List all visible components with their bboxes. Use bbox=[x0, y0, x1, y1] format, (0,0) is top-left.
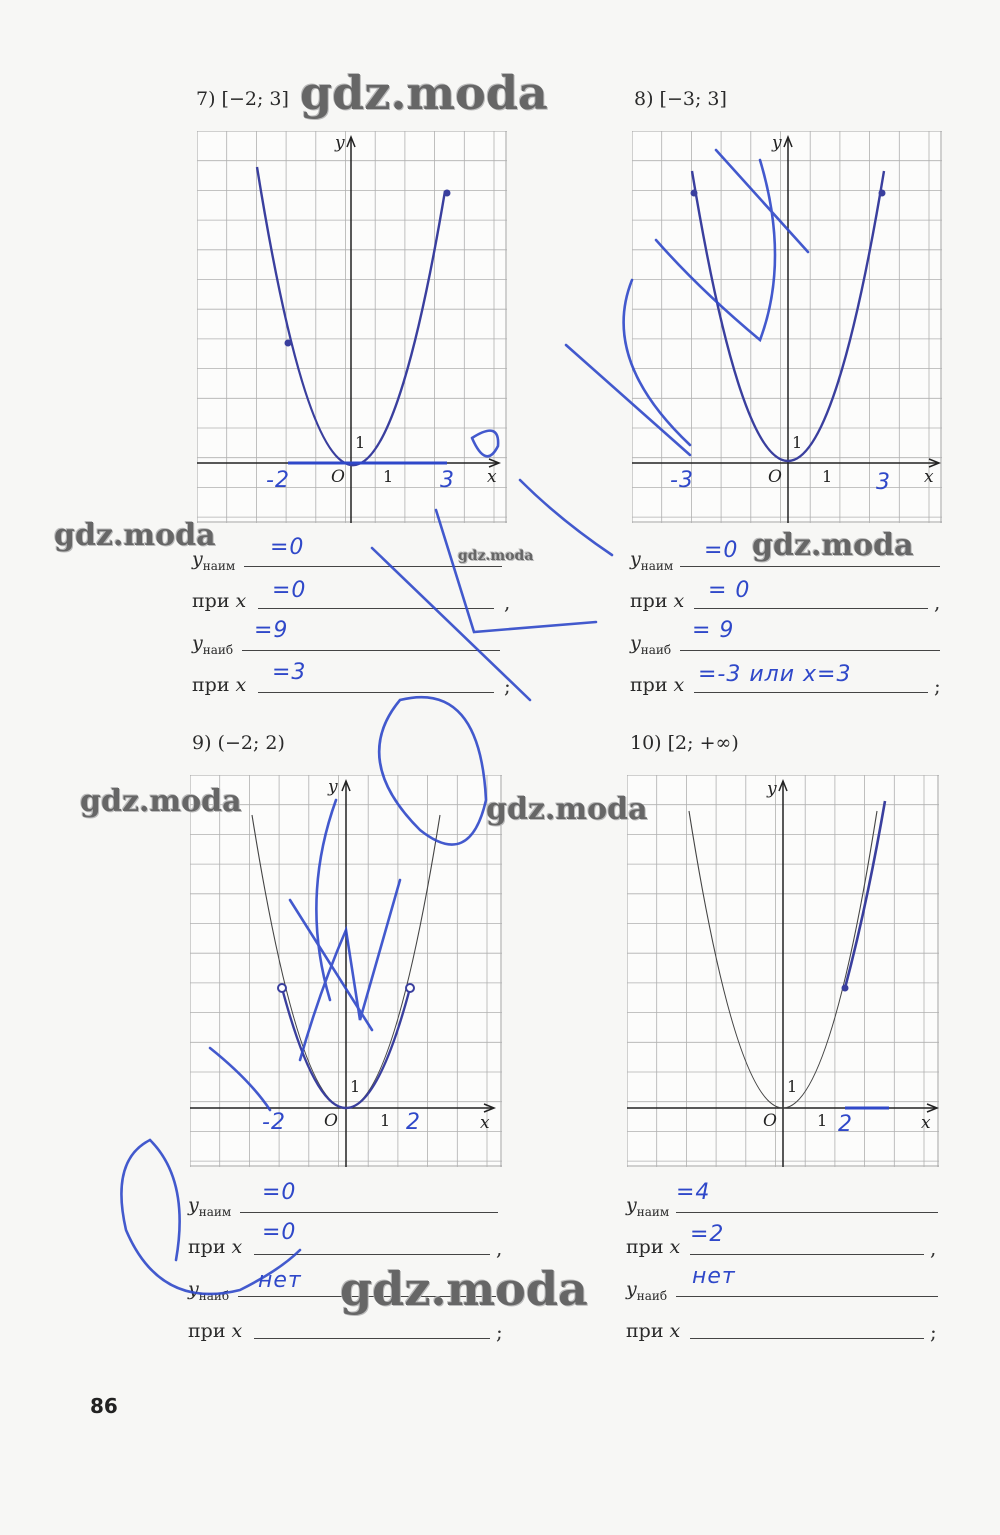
hand-xmax: =3 bbox=[272, 660, 307, 685]
axis-label-y: y bbox=[772, 133, 782, 153]
endpoint-dot bbox=[444, 190, 451, 197]
problem-10-title: 10) [2; +∞) bbox=[630, 732, 739, 754]
y-min-line bbox=[680, 566, 940, 567]
unit-label-y: 1 bbox=[787, 1077, 798, 1096]
unit-label-y: 1 bbox=[355, 433, 366, 452]
hand-tick-8-right: 3 bbox=[876, 470, 891, 495]
watermark: gdz.moda bbox=[458, 548, 534, 564]
comma: , bbox=[496, 1236, 503, 1260]
y-min-line bbox=[240, 1212, 498, 1213]
y-min-label: $y_{наим}$ bbox=[188, 1194, 232, 1219]
hand-xmin: = 0 bbox=[708, 578, 751, 603]
comma: , bbox=[930, 1236, 937, 1260]
hand-ymin: =0 bbox=[270, 535, 305, 560]
hand-xmin: =2 bbox=[690, 1222, 725, 1247]
watermark: gdz.moda bbox=[300, 66, 548, 120]
y-min-label: $y_{наим}$ bbox=[192, 548, 236, 573]
axis-label-x: x bbox=[924, 467, 934, 487]
x-min-line bbox=[254, 1254, 490, 1255]
unit-label-x: 1 bbox=[380, 1111, 391, 1130]
hand-tick-9-left: -2 bbox=[262, 1110, 286, 1135]
pri-label: при x bbox=[192, 674, 247, 696]
endpoint-dot bbox=[285, 340, 292, 347]
graph-8-svg bbox=[632, 131, 942, 523]
semicolon: ; bbox=[930, 1320, 937, 1344]
endpoint-dot bbox=[842, 985, 849, 992]
x-min-line bbox=[690, 1254, 924, 1255]
watermark: gdz.moda bbox=[752, 528, 914, 563]
x-min-line bbox=[694, 608, 928, 609]
hand-ymax: нет bbox=[258, 1268, 302, 1293]
origin-label: O bbox=[331, 467, 345, 487]
endpoint-dot bbox=[691, 190, 698, 197]
open-endpoint bbox=[278, 984, 286, 992]
hand-xmin: =0 bbox=[272, 578, 307, 603]
hand-tick-7-right: 3 bbox=[440, 468, 455, 493]
hand-ymax: = 9 bbox=[692, 618, 735, 643]
hand-tick-9-right: 2 bbox=[406, 1110, 421, 1135]
y-max-label: $y_{наиб}$ bbox=[192, 632, 234, 657]
open-endpoint bbox=[406, 984, 414, 992]
y-max-label: $y_{наиб}$ bbox=[630, 632, 672, 657]
hand-ymax: нет bbox=[692, 1264, 736, 1289]
semicolon: ; bbox=[934, 674, 941, 698]
unit-label-x: 1 bbox=[822, 467, 833, 486]
comma: , bbox=[504, 590, 511, 614]
pri-label: при x bbox=[626, 1236, 681, 1258]
axis-label-y: y bbox=[767, 779, 777, 799]
y-min-label: $y_{наим}$ bbox=[630, 548, 674, 573]
comma: , bbox=[934, 590, 941, 614]
page-number: 86 bbox=[90, 1394, 118, 1418]
hand-ymin: =0 bbox=[704, 538, 739, 563]
hand-ymax: =9 bbox=[254, 618, 289, 643]
hand-ymin: =4 bbox=[676, 1180, 711, 1205]
axis-label-y: y bbox=[328, 777, 338, 797]
hand-xmax: =-3 или x=3 bbox=[698, 662, 852, 687]
semicolon: ; bbox=[496, 1320, 503, 1344]
graph-9-svg bbox=[190, 775, 502, 1167]
axis-label-x: x bbox=[487, 467, 497, 487]
scribble bbox=[520, 480, 612, 555]
pri-label: при x bbox=[188, 1236, 243, 1258]
hand-tick-8-left: -3 bbox=[670, 468, 694, 493]
semicolon: ; bbox=[504, 674, 511, 698]
watermark: gdz.moda bbox=[340, 1262, 588, 1316]
axis-label-x: x bbox=[480, 1113, 490, 1133]
pri-label: при x bbox=[626, 1320, 681, 1342]
y-max-line bbox=[680, 650, 940, 651]
y-min-line bbox=[244, 566, 502, 567]
hand-ymin: =0 bbox=[262, 1180, 297, 1205]
graph-7-svg bbox=[197, 131, 507, 523]
y-min-label: $y_{наим}$ bbox=[626, 1194, 670, 1219]
origin-label: O bbox=[763, 1111, 777, 1131]
x-max-line bbox=[258, 692, 494, 693]
axis-label-y: y bbox=[335, 133, 345, 153]
graph-problem-10 bbox=[627, 775, 939, 1167]
unit-label-x: 1 bbox=[383, 467, 394, 486]
pri-label: при x bbox=[630, 674, 685, 696]
origin-label: O bbox=[324, 1111, 338, 1131]
y-max-line bbox=[676, 1296, 938, 1297]
x-max-line bbox=[254, 1338, 490, 1339]
watermark: gdz.moda bbox=[80, 784, 242, 819]
problem-7-title: 7) [−2; 3] bbox=[196, 88, 289, 110]
pri-label: при x bbox=[630, 590, 685, 612]
problem-9-title: 9) (−2; 2) bbox=[192, 732, 285, 754]
unit-label-x: 1 bbox=[817, 1111, 828, 1130]
y-max-label: $y_{наиб}$ bbox=[188, 1278, 230, 1303]
pri-label: при x bbox=[192, 590, 247, 612]
x-min-line bbox=[258, 608, 494, 609]
hand-tick-7-left: -2 bbox=[266, 468, 290, 493]
watermark: gdz.moda bbox=[486, 792, 648, 827]
y-max-label: $y_{наиб}$ bbox=[626, 1278, 668, 1303]
y-min-line bbox=[676, 1212, 938, 1213]
unit-label-y: 1 bbox=[792, 433, 803, 452]
x-max-line bbox=[690, 1338, 924, 1339]
problem-8-title: 8) [−3; 3] bbox=[634, 88, 727, 110]
scribble bbox=[150, 1140, 180, 1260]
origin-label: O bbox=[768, 467, 782, 487]
axis-label-x: x bbox=[921, 1113, 931, 1133]
scribble bbox=[436, 510, 596, 632]
graph-problem-8 bbox=[632, 131, 942, 523]
graph-problem-9 bbox=[190, 775, 502, 1167]
hand-xmin: =0 bbox=[262, 1220, 297, 1245]
endpoint-dot bbox=[879, 190, 886, 197]
unit-label-y: 1 bbox=[350, 1077, 361, 1096]
graph-10-svg bbox=[627, 775, 939, 1167]
hand-tick-10-right: 2 bbox=[838, 1112, 853, 1137]
watermark: gdz.moda bbox=[54, 518, 216, 553]
y-max-line bbox=[242, 650, 500, 651]
pri-label: при x bbox=[188, 1320, 243, 1342]
x-max-line bbox=[694, 692, 928, 693]
graph-problem-7 bbox=[197, 131, 507, 523]
